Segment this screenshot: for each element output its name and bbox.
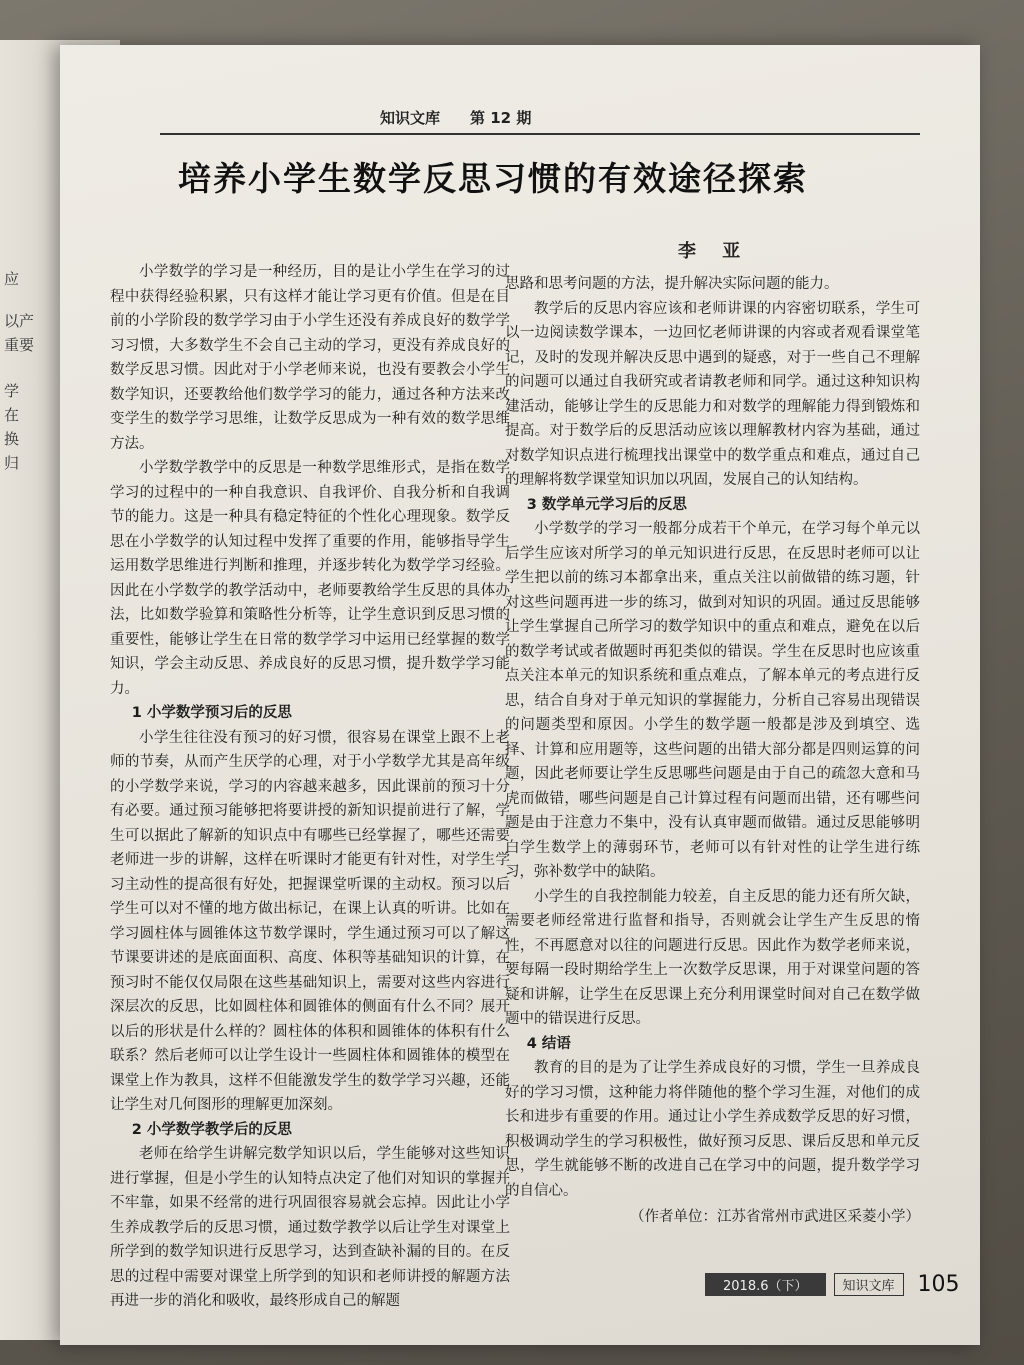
- left-page-fragment: 学: [4, 382, 20, 400]
- author-affiliation: （作者单位：江苏省常州市武进区采菱小学）: [630, 1209, 920, 1225]
- left-page-fragment: 换: [4, 430, 20, 448]
- body-paragraph: 教育的目的是为了让学生养成良好的习惯，学生一旦养成良好的学习习惯，这种能力将伴随他的整个学习生涯，对他们的成长和进步有重要的作用。通过让小学生养成数学反思的好习惯，积极调动学生的学习积极性，做好预习反思、课后反思和单元反思，学生就能够不断的改进自己在学习中的问题，提升数学学习的自信心。: [505, 1060, 920, 1199]
- footer-magazine: 知识文库: [834, 1273, 904, 1296]
- left-page-fragment: 应: [4, 270, 20, 288]
- left-page-fragment: 以产: [4, 312, 35, 330]
- header-rule: [160, 133, 920, 135]
- page-footer: [705, 1272, 960, 1297]
- section-heading: 3 数学单元学习后的反思: [526, 496, 687, 513]
- article-title: 培养小学生数学反思习惯的有效途径探索: [178, 159, 808, 198]
- left-page-fragment: 重要: [4, 336, 35, 354]
- section-heading: 4 结语: [526, 1035, 571, 1052]
- header-magazine-name: 知识文库: [380, 109, 441, 127]
- body-paragraph: 小学生的自我控制能力较差，自主反思的能力还有所欠缺，需要老师经常进行监督和指导，否则就会让学生产生反思的惰性，不再愿意对以往的问题进行反思。因此作为数学老师来说，要每隔一段时期给学生上一次数学反思课，用于对课堂问题的答疑和讲解，让学生在反思课上充分利用课堂时间对自己在数学做题中的错误进行反思。: [505, 888, 920, 1027]
- page-number: 105: [917, 1272, 960, 1297]
- section-heading: 2 小学数学教学后的反思: [131, 1121, 292, 1138]
- body-paragraph: 教学后的反思内容应该和老师讲课的内容密切联系，学生可以一边阅读数学课本，一边回忆老师讲课的内容或者观看课堂笔记，及时的发现并解决反思中遇到的疑惑，对于一些自己不理解的问题可以通过自我研究或者请教老师和同学。通过这种知识构建活动，能够让学生的反思能力和对数学的理解能力得到锻炼和提高。对于数学后的反思活动应该以理解教材内容为基础，通过对数学知识点进行梳理找出课堂中的数学重点和难点，通过自己的理解将数学课堂知识加以巩固，发展自己的认知结构。: [505, 300, 920, 488]
- magazine-page: [60, 45, 980, 1345]
- body-paragraph: 小学数学的学习一般都分成若干个单元，在学习每个单元以后学生应该对所学习的单元知识进行反思，在反思时老师可以让学生把以前的练习本都拿出来，重点关注以前做错的练习题，针对这些问题再进一步的练习，做到对知识的巩固。通过反思能够让学生掌握自己所学习的数学知识中的重点和难点，避免在以后的数学考试或者做题时再犯类似的错误。学生在反思时也应该重点关注本单元的知识系统和重点难点，了解本单元的考点进行反思，结合自身对于单元知识的掌握能力，分析自己容易出现错误的问题类型和原因。小学生的数学题一般都是涉及到填空、选择、计算和应用题等，这些问题的出错大部分都是四则运算的问题，因此老师要让学生反思哪些问题是由于自己的疏忽大意和马虎而做错，哪些问题是自己计算过程有问题而出错，还有哪些问题是由于注意力不集中，没有认真审题而做错。通过反思能够明白学生数学上的薄弱环节，老师可以有针对性的让学生进行练习，弥补数学中的缺陷。: [505, 521, 920, 880]
- text-column-right: [505, 272, 920, 1230]
- text-column-left: [110, 260, 510, 1314]
- body-paragraph: 思路和思考问题的方法，提升解决实际问题的能力。: [505, 276, 839, 292]
- body-paragraph: 小学数学的学习是一种经历，目的是让小学生在学习的过程中获得经验积累，只有这样才能让学习更有价值。但是在目前的小学阶段的数学学习由于小学生还没有养成良好的数学学习习惯，大多数学生不会自己主动的学习，更没有养成良好的数学反思习惯。因此对于小学老师来说，也没有要教会小学生数学知识，还要教给他们数学学习的能力，通过各种方法来改变学生的数学学习思维，让数学反思成为一种有效的数学思维方法。: [110, 264, 510, 452]
- section-heading: 1 小学数学预习后的反思: [131, 705, 292, 721]
- footer-date: 2018.6（下）: [705, 1273, 826, 1296]
- body-paragraph: 小学生往往没有预习的好习惯，很容易在课堂上跟不上老师的节奏，从而产生厌学的心理，对于小学数学尤其是高年级的小学数学来说，学习的内容越来越多，因此课前的预习十分有必要。通过预习能够把将要讲授的新知识提前进行了解，学生可以据此了解新的知识点中有哪些已经掌握了，哪些还需要老师进一步的讲解，这样在听课时才能更有针对性，对学生学习主动性的提高很有好处，把握课堂听课的主动权。预习以后学生可以对不懂的地方做出标记，在课上认真的听讲。比如在学习圆柱体与圆锥体这节数学课时，学生通过预习可以了解这节课要讲述的是底面面积、高度、体积等基础知识的计算，在预习时不能仅仅局限在这些基础知识上，需要对这些内容进行深层次的反思，比如圆柱体和圆锥体的侧面有什么不同？展开以后的形状是什么样的？圆柱体的体积和圆锥体的体积有什么联系？然后老师可以让学生设计一些圆柱体和圆锥体的模型在课堂上作为教具，这样不但能激发学生的数学学习兴趣，还能让学生对几何图形的理解更加深刻。: [110, 729, 510, 1113]
- running-header: [380, 107, 531, 128]
- body-paragraph: 小学数学教学中的反思是一种数学思维形式，是指在数学学习的过程中的一种自我意识、自我评价、自我分析和自我调节的能力。这是一种具有稳定特征的个性化心理现象。数学反思在小学数学的认知过程中发挥了重要的作用，能够指导学生运用数学思维进行判断和推理，并逐步转化为数学学习经验。因此在小学数学的教学活动中，老师要教给学生反思的具体办法，比如数学验算和策略性分析等，让学生意识到反思习惯的重要性，能够让学生在日常的数学学习中运用已经掌握的数学知识，学会主动反思、养成良好的反思习惯，提升数学学习能力。: [110, 460, 510, 697]
- left-page-fragment: 归: [4, 454, 20, 472]
- article-author: 李 亚: [678, 241, 751, 262]
- body-paragraph: 老师在给学生讲解完数学知识以后，学生能够对这些知识进行掌握，但是小学生的认知特点决定了他们对知识的掌握并不牢靠，如果不经常的进行巩固很容易就会忘掉。因此让小学生养成教学后的反思习惯，通过数学教学以后让学生对课堂上所学到的数学知识进行反思学习，达到查缺补漏的目的。在反思的过程中需要对课堂上所学到的知识和老师讲授的解题方法再进一步的消化和吸收，最终形成自己的解题: [110, 1146, 510, 1309]
- header-issue: 第 12 期: [470, 109, 532, 127]
- left-page-fragment: 在: [4, 406, 20, 424]
